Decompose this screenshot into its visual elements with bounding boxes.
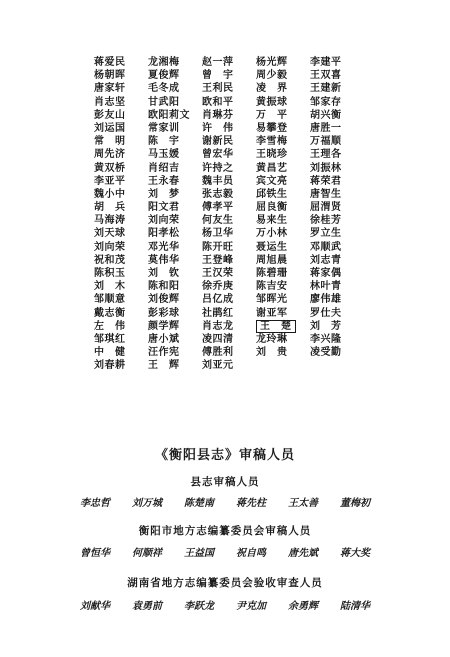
grid-name: 张志毅 [202,188,234,200]
grid-name: 陈 宇 [148,136,180,148]
grid-name-cell [256,359,310,372]
grid-name: 罗仕夫 [310,307,342,319]
grid-name: 赵一萍 [202,57,234,68]
grid-name: 彭彩球 [148,307,180,319]
grid-name-cell [310,227,364,240]
grid-name: 唐家轩 [94,83,126,95]
grid-name: 聂运生 [256,241,288,253]
grid-name-cell [94,320,148,333]
member-name: 刘万城 [132,498,162,509]
grid-name-cell [202,148,256,161]
grid-name: 谢新民 [202,136,234,148]
grid-name-cell [148,56,202,69]
grid-name: 杨朝晖 [94,70,126,82]
grid-name-cell [148,227,202,240]
grid-name-cell [94,280,148,293]
grid-name-cell [94,56,148,69]
grid-name: 蒋荣君 [310,175,342,187]
grid-name-cell [310,293,364,306]
grid-name: 彭友山 [94,109,126,121]
grid-name-cell [310,333,364,346]
grid-name-cell [310,69,364,82]
member-name: 王太善 [288,498,318,509]
grid-name-cell [94,333,148,346]
grid-name-cell [94,96,148,109]
grid-name: 杨光辉 [256,57,288,68]
grid-name: 周先济 [94,149,126,161]
page-title: 《衡阳县志》审稿人员 [154,448,295,463]
grid-name: 吕亿成 [202,294,234,306]
grid-name-cell [94,346,148,359]
member-name: 曾恒华 [80,548,110,559]
grid-name: 王晓珍 [256,149,288,161]
member-name: 陆清华 [340,601,370,612]
grid-name: 刘振林 [310,162,342,174]
member-name: 董梅初 [340,498,370,509]
member-row-city [0,544,450,559]
grid-name-cell [310,241,364,254]
grid-name-cell [94,254,148,267]
grid-name-cell [202,188,256,201]
member-name: 刘献华 [80,601,110,612]
grid-name: 唐智生 [310,188,342,200]
grid-name-cell [202,69,256,82]
grid-name: 徐乔庚 [202,281,234,293]
grid-name-cell [310,280,364,293]
grid-name-cell [202,82,256,95]
grid-name: 王利民 [202,83,234,95]
grid-name-cell [94,241,148,254]
grid-name: 宾文亮 [256,175,288,187]
grid-name-cell [148,69,202,82]
grid-name: 王理各 [310,149,342,161]
grid-name: 李兴隆 [310,333,342,345]
grid-name-cell [148,96,202,109]
grid-name: 肖绍吉 [148,162,180,174]
grid-name-cell [310,82,364,95]
grid-name-cell [256,227,310,240]
grid-name-cell [148,135,202,148]
grid-name: 万福顺 [310,136,342,148]
grid-name-cell [202,135,256,148]
member-name: 陈楚南 [184,498,214,509]
grid-name: 左 伟 [94,320,126,332]
grid-name: 邓顺武 [310,241,342,253]
grid-name-cell [310,162,364,175]
grid-name: 肖志坚 [94,96,126,108]
grid-name: 屈良衡 [256,202,288,214]
member-name: 余勇辉 [288,601,318,612]
grid-name-cell [310,307,364,320]
grid-name: 邱铁生 [256,188,288,200]
grid-name-cell [310,122,364,135]
grid-name: 肖志龙 [202,320,234,332]
grid-name-cell [256,122,310,135]
grid-name-cell [256,214,310,227]
grid-name: 刘运国 [94,122,126,134]
grid-name: 许持之 [202,162,234,174]
grid-name: 凌受勤 [310,347,342,359]
grid-name-cell [256,307,310,320]
grid-name: 蒋家偶 [310,268,342,279]
grid-name: 欧阳莉文 [148,109,190,121]
grid-name: 凌四清 [202,333,234,345]
member-name: 袁勇前 [132,601,162,612]
grid-name-cell [94,135,148,148]
grid-name-cell [202,227,256,240]
grid-name-cell [310,359,364,372]
grid-name: 刘向荣 [94,241,126,253]
grid-name: 黄昌艺 [256,162,288,174]
grid-name-cell [310,148,364,161]
grid-name-cell [148,359,202,372]
grid-name-cell [256,293,310,306]
member-name: 王益国 [184,548,214,559]
grid-name: 曾 宇 [202,70,234,82]
grid-name: 刘 木 [94,281,126,293]
grid-name: 陈吉安 [256,281,288,293]
grid-name-cell [256,96,310,109]
member-name: 李跃龙 [184,601,214,612]
grid-name-cell [202,293,256,306]
grid-name-cell [148,122,202,135]
grid-name-cell [310,320,364,333]
member-name: 蒋大奖 [340,548,370,559]
grid-name: 欧和平 [202,96,234,108]
grid-name-cell [256,135,310,148]
grid-name: 邹晖光 [256,294,288,306]
grid-name: 傅胜利 [202,347,234,359]
grid-name: 刘 梦 [148,188,180,200]
grid-name-cell [256,109,310,122]
grid-name: 邹琪红 [94,333,126,345]
grid-name-cell [202,241,256,254]
grid-name-cell [202,320,256,333]
grid-name-cell [94,214,148,227]
grid-name: 常家训 [148,122,180,134]
contributor-name-grid [94,56,364,373]
grid-name: 刘 芳 [310,320,342,332]
grid-name: 甘武阳 [148,96,180,108]
member-name: 李忠哲 [80,498,110,509]
grid-name: 陈碧珊 [256,268,288,279]
grid-name-cell [202,214,256,227]
grid-name: 邹家存 [310,96,342,108]
grid-name-cell [94,148,148,161]
grid-name: 刘春耕 [94,360,126,372]
grid-name-cell [148,214,202,227]
grid-name-cell [94,175,148,188]
grid-name: 廖伟雄 [310,294,342,306]
grid-name: 刘俊辉 [148,294,180,306]
grid-name: 屈渭贤 [310,202,342,214]
grid-name: 龙湘梅 [148,57,180,68]
grid-name-cell [310,201,364,214]
grid-name-cell [94,201,148,214]
section-heading-city: 衡阳市地方志编纂委员会审稿人员 [138,525,312,537]
grid-name: 黄双桥 [94,162,126,174]
grid-name-cell [310,346,364,359]
grid-name-cell [148,333,202,346]
grid-name: 陈积玉 [94,268,126,279]
grid-name-cell [310,175,364,188]
grid-name-cell [202,175,256,188]
grid-name: 陈和阳 [148,281,180,293]
grid-name-cell [202,56,256,69]
grid-name-cell [148,162,202,175]
grid-name: 胡兴衡 [310,109,342,121]
grid-name: 许 伟 [202,122,234,134]
grid-name-cell [256,320,310,333]
grid-name-cell [202,201,256,214]
grid-name: 王建新 [310,83,342,95]
grid-name: 易来生 [256,215,288,227]
grid-name: 王汉荣 [202,268,234,279]
grid-name-cell [256,82,310,95]
grid-name: 魏小中 [94,188,126,200]
grid-name: 刘 钦 [148,268,180,279]
grid-name: 刘 贵 [256,347,288,359]
grid-name-cell [256,241,310,254]
grid-name: 社鹃红 [202,307,234,319]
member-name: 何顺祥 [132,548,162,559]
grid-name: 戴志衡 [94,307,126,319]
grid-name: 中 健 [94,347,126,359]
grid-name: 肖琳芬 [202,109,234,121]
grid-name: 谢亚军 [256,307,288,319]
grid-name: 李雪梅 [256,136,288,148]
grid-name: 阳孝松 [148,228,180,240]
grid-name: 莫伟华 [148,254,180,266]
grid-name: 林叶青 [310,281,342,293]
grid-name: 蒋爱民 [94,57,126,68]
grid-name: 刘志青 [310,254,342,266]
grid-name-cell [310,109,364,122]
grid-name: 周旭晨 [256,254,288,266]
grid-name: 颜学辉 [148,320,180,332]
grid-name-cell [256,162,310,175]
grid-name: 龙玲琳 [256,333,288,345]
grid-name: 毛冬成 [148,83,180,95]
grid-name: 李建平 [310,57,342,68]
grid-name-cell [94,227,148,240]
grid-name: 马海涛 [94,215,126,227]
member-name: 唐先斌 [288,548,318,559]
grid-name-cell [202,162,256,175]
grid-name: 李亚平 [94,175,126,187]
grid-name-cell [310,188,364,201]
section-heading-county: 县志审稿人员 [190,476,260,488]
grid-name-cell [148,188,202,201]
grid-name: 曾宏华 [202,149,234,161]
grid-name: 胡 兵 [94,202,126,214]
grid-name-cell [94,82,148,95]
grid-name-cell [202,307,256,320]
grid-name: 王永春 [148,175,180,187]
member-name: 蒋先柱 [236,498,266,509]
grid-name: 夏俊辉 [148,70,180,82]
grid-name-cell [256,254,310,267]
grid-name: 常 明 [94,136,126,148]
grid-name-cell [94,307,148,320]
grid-name-cell [256,56,310,69]
grid-name-cell [148,241,202,254]
grid-name: 汪作宪 [148,347,180,359]
grid-name-cell [94,69,148,82]
grid-name-cell [256,175,310,188]
grid-name-cell [202,109,256,122]
grid-name-cell [148,175,202,188]
section-heading-province: 湖南省地方志编纂委员会验收审查人员 [127,577,323,589]
grid-name-cell [94,359,148,372]
grid-name-cell [148,82,202,95]
grid-name-cell [148,293,202,306]
grid-name: 王 楚 [256,320,296,333]
grid-name: 唐胜一 [310,122,342,134]
grid-name-cell [148,201,202,214]
grid-name: 何友生 [202,215,234,227]
grid-name-cell [202,96,256,109]
grid-name-cell [202,333,256,346]
grid-name: 徐桂芳 [310,215,342,227]
grid-name-cell [310,135,364,148]
grid-name: 周少毅 [256,70,288,82]
grid-name-cell [148,346,202,359]
grid-name: 易攀登 [256,122,288,134]
grid-name-cell [202,122,256,135]
grid-name: 马玉媛 [148,149,180,161]
grid-name-cell [256,148,310,161]
grid-name: 刘天球 [94,228,126,240]
grid-name: 祝和茂 [94,254,126,266]
member-row-county [0,494,450,509]
grid-name-cell [202,346,256,359]
grid-name: 傅孝平 [202,202,234,214]
grid-name-cell [256,267,310,280]
grid-name-cell [256,280,310,293]
grid-name-cell [148,148,202,161]
grid-name-cell [148,280,202,293]
grid-name-cell [202,254,256,267]
grid-name-cell [94,122,148,135]
grid-name: 罗立生 [310,228,342,240]
grid-name: 魏丰员 [202,175,234,187]
grid-name: 黄振球 [256,96,288,108]
member-name: 祝自鸣 [236,548,266,559]
grid-name-cell [202,267,256,280]
grid-name: 王双喜 [310,70,342,82]
grid-name-cell [148,320,202,333]
grid-name: 凌 界 [256,83,288,95]
grid-name: 万 平 [256,109,288,121]
grid-name: 邓光华 [148,241,180,253]
grid-name: 阳文君 [148,202,180,214]
grid-name: 陈开旺 [202,241,234,253]
grid-name-cell [310,214,364,227]
grid-name-cell [310,254,364,267]
member-name: 尹克加 [236,601,266,612]
grid-name-cell [256,346,310,359]
grid-name-cell [94,188,148,201]
grid-name-cell [310,56,364,69]
grid-name: 王登峰 [202,254,234,266]
grid-name-cell [94,267,148,280]
grid-name: 刘亚元 [202,360,234,372]
grid-name: 邹顺意 [94,294,126,306]
grid-name: 杨卫华 [202,228,234,240]
grid-name-cell [310,267,364,280]
grid-name-cell [94,162,148,175]
grid-name-cell [202,359,256,372]
grid-name-cell [256,201,310,214]
grid-name-cell [148,109,202,122]
grid-name-cell [256,69,310,82]
grid-name: 刘向荣 [148,215,180,227]
grid-name-cell [202,280,256,293]
grid-name-cell [256,188,310,201]
grid-name-cell [94,293,148,306]
grid-name: 万小林 [256,228,288,240]
grid-name-cell [148,307,202,320]
grid-name-cell [256,333,310,346]
member-row-province [0,597,450,612]
grid-name-cell [148,267,202,280]
grid-name: 唐小斌 [148,333,180,345]
grid-name-cell [310,96,364,109]
grid-name-cell [148,254,202,267]
grid-name: 王 辉 [148,360,180,372]
grid-name-cell [94,109,148,122]
